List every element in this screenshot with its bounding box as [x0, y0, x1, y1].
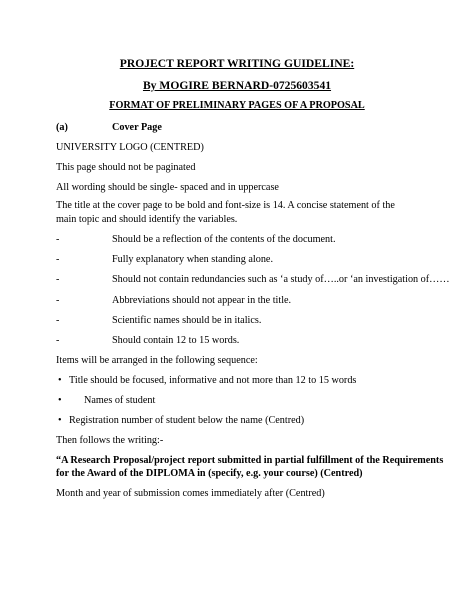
dash-marker: -	[56, 254, 60, 265]
bullet-marker: •	[58, 415, 62, 426]
bullet-marker: •	[58, 375, 62, 386]
bullet-marker: •	[58, 395, 62, 406]
dash-marker: -	[56, 295, 60, 306]
document-title: PROJECT REPORT WRITING GUIDELINE:	[119, 57, 355, 70]
submission-date-note: Month and year of submission comes immediately after (Centred)	[56, 488, 325, 499]
writing-intro: Then follows the writing:-	[56, 435, 164, 446]
requirement-item: Abbreviations should not appear in the title.	[112, 295, 292, 306]
cover-page-marker: (a)	[56, 122, 68, 133]
dash-marker: -	[56, 234, 60, 245]
cover-page-heading: Cover Page	[112, 122, 162, 133]
requirement-item: Fully explanatory when standing alone.	[112, 254, 273, 265]
title-rule-paragraph: The title at the cover page to be bold and font-size is 14. A concise statement of the main topic and should identify the variables.	[56, 200, 395, 225]
sequence-intro: Items will be arranged in the following sequence:	[56, 355, 258, 366]
pagination-note: This page should not be paginated	[56, 162, 196, 173]
statement-line-1: “A Research Proposal/project report submitted in partial fulfillment of the Requirements	[56, 455, 444, 466]
dash-marker: -	[56, 315, 60, 326]
sequence-item: Names of student	[84, 395, 156, 406]
author-line: By MOGIRE BERNARD-0725603541	[142, 79, 332, 92]
requirement-item: Scientific names should be in italics.	[112, 315, 262, 326]
wording-note: All wording should be single- spaced and in uppercase	[56, 182, 279, 193]
requirement-item: Should be a reflection of the contents of the document.	[112, 234, 336, 245]
requirement-item: Should contain 12 to 15 words.	[112, 335, 240, 346]
university-logo-line: UNIVERSITY LOGO (CENTRED)	[56, 142, 204, 153]
sequence-item: Title should be focused, informative and not more than 12 to 15 words	[69, 375, 357, 386]
section-heading: FORMAT OF PRELIMINARY PAGES OF A PROPOSAL	[109, 100, 365, 111]
requirement-item: Should not contain redundancies such as ‘a study of…..or ‘an investigation of……	[112, 274, 450, 285]
sequence-item: Registration number of student below the name (Centred)	[69, 415, 305, 426]
statement-line-2: for the Award of the DIPLOMA in (specify, e.g. your course) (Centred)	[56, 468, 363, 479]
dash-marker: -	[56, 335, 60, 346]
dash-marker: -	[56, 274, 60, 285]
